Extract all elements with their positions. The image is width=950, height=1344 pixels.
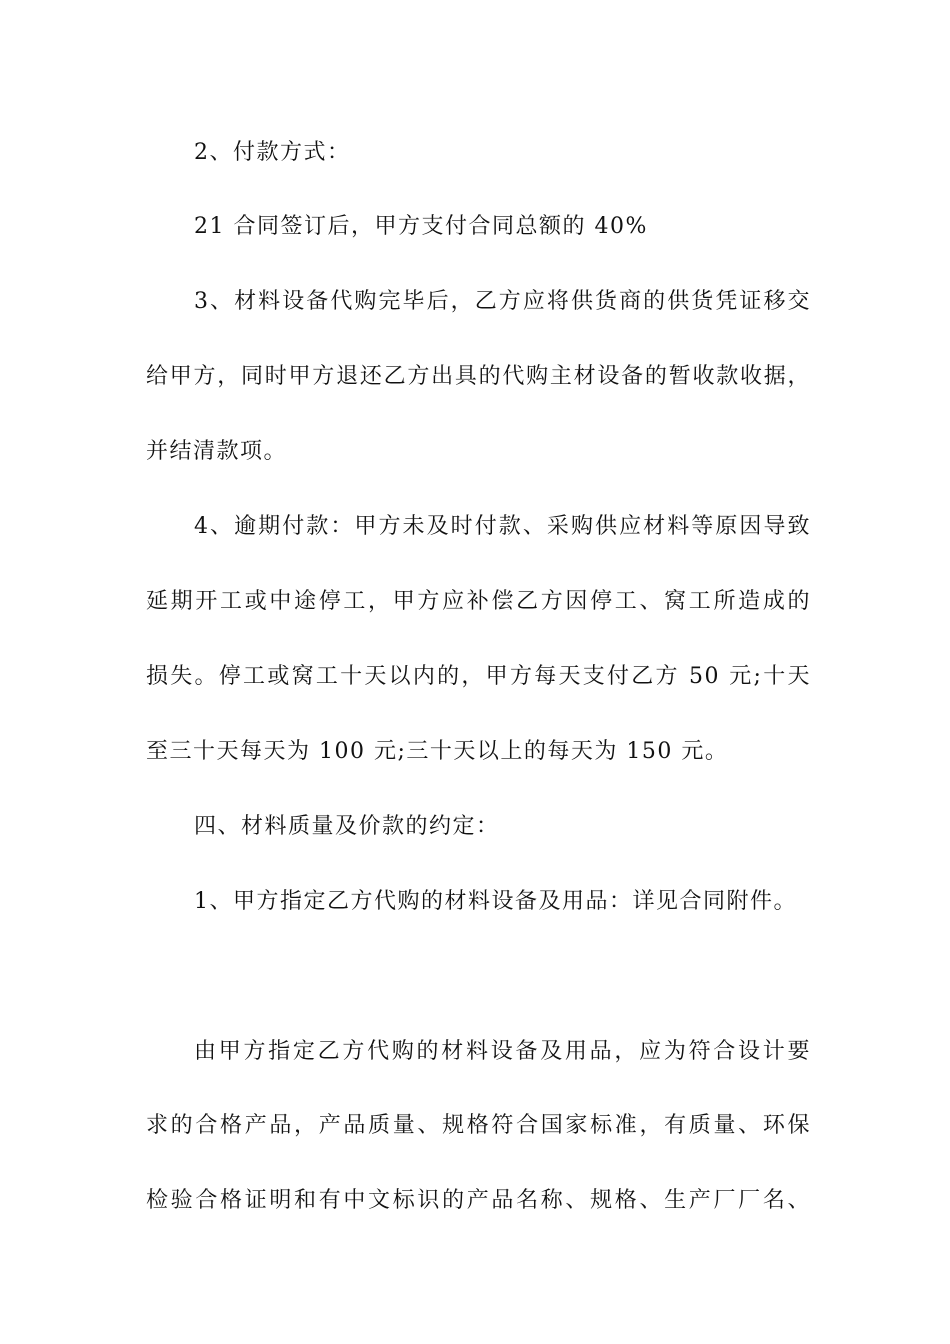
paragraph-line: 给甲方，同时甲方退还乙方出具的代购主材设备的暂收款收据， bbox=[146, 364, 811, 389]
paragraph-line: 21 合同签订后，甲方支付合同总额的 40% bbox=[194, 214, 648, 239]
paragraph-line: 检验合格证明和有中文标识的产品名称、规格、生产厂厂名、 bbox=[146, 1188, 811, 1213]
paragraph-line: 3、材料设备代购完毕后，乙方应将供货商的供货凭证移交 bbox=[194, 289, 811, 314]
paragraph-line: 4、逾期付款：甲方未及时付款、采购供应材料等原因导致 bbox=[194, 514, 811, 539]
paragraph-line: 并结清款项。 bbox=[146, 439, 288, 464]
paragraph-line: 由甲方指定乙方代购的材料设备及用品，应为符合设计要 bbox=[194, 1039, 811, 1064]
section-heading-material-quality: 四、材料质量及价款的约定： bbox=[194, 814, 500, 839]
paragraph-line: 延期开工或中途停工，甲方应补偿乙方因停工、窝工所造成的 bbox=[146, 589, 811, 614]
paragraph-line: 至三十天每天为 100 元;三十天以上的每天为 150 元。 bbox=[146, 739, 729, 764]
section-heading-payment-method: 2、付款方式： bbox=[194, 140, 351, 165]
paragraph-line: 损失。停工或窝工十天以内的，甲方每天支付乙方 50 元;十天 bbox=[146, 664, 811, 689]
paragraph-line: 求的合格产品，产品质量、规格符合国家标准，有质量、环保 bbox=[146, 1113, 811, 1138]
paragraph-line: 1、甲方指定乙方代购的材料设备及用品：详见合同附件。 bbox=[194, 889, 797, 914]
